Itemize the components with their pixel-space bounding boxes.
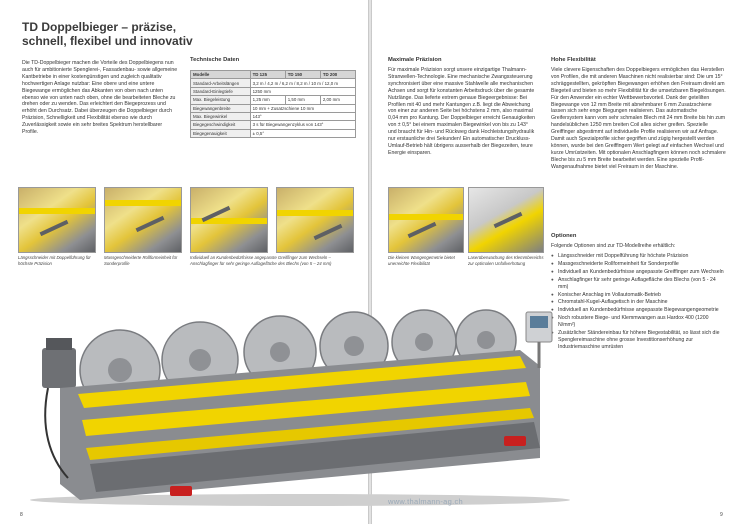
table-cell: Max. Biegeleistung <box>191 96 251 104</box>
precision-heading: Maximale Präzision <box>388 57 442 63</box>
list-item: ● Längsschneider mit Doppelführung für höchste Präzision <box>551 253 726 260</box>
caption-roll-former: Massgeschneiderte Rollformeinheit für Sonderprofile <box>104 255 178 266</box>
photo-slitter <box>18 187 96 253</box>
table-header-row <box>191 71 356 79</box>
list-item: ● Massgeschneiderte Rollformeinheit für Sonderprofile <box>551 261 726 268</box>
table-cell: 3,2 m / 4,2 m / 6,2 m / 8,2 m / 10 m / 12,0 m <box>250 79 355 87</box>
photo-laser-guard <box>468 187 544 253</box>
photo-gripper-fingers <box>190 187 268 253</box>
list-item: ● Individuell an Kundenbedürfnisse angepasste Greiffinger zum Wechseln <box>551 269 726 276</box>
website-url: www.thalmann-ag.ch <box>388 497 464 506</box>
photo-bending-beam <box>388 187 464 253</box>
options-intro: Folgende Optionen sind zur TD-Modellreihe erhältlich: <box>551 243 676 249</box>
intro-text: Die TD-Doppelbieger machen die Vorteile des Doppelbiegens nun auch für ambitionierte Spenglerei-, Fassadenbau- sowie allgemeine Kantbetriebe in einer kostengünstigen und zugleich qualitativ hochwertigen Anlage nutzbar: Eine obere und eine untere Biegewange ermöglichen das Abkanten von oben nach unten ebenso wie von unten nach oben, ohne die bearbeiteten Bleche zu drehen oder zu wenden. Das erleichtert den Biegeprozess und erhöht den Durchsatz. Dabei überzeugen die Doppelbieger durch Präzision, Schnelligkeit und Flexibilität ebenso wie durch Zuverlässigkeit sowie ein sehr breites Spektrum herstellbarer Profile. <box>22 60 178 136</box>
list-item: ● Anschlagfinger für sehr geringe Auflagefläche des Blechs (von 5 - 24 mm) <box>551 277 726 291</box>
page-number-right: 9 <box>720 512 723 518</box>
table-row <box>191 112 356 120</box>
list-item: ● Zusätzlicher Ständereinbau für höhere Biegestabilität, so lässt sich die Spenglereimaschine ohne grosse Investitionserhöhung zur Industriemaschine umrüsten <box>551 330 726 351</box>
table-cell: Biegegenauigkeit <box>191 129 251 137</box>
tech-data-table <box>190 70 356 138</box>
table-cell: 1,50 mm <box>285 96 320 104</box>
table-header: TD 150 <box>285 71 320 79</box>
list-item: ● Noch robustere Biege- und Klemmwangen aus Hardox 400 (1200 N/mm²) <box>551 315 726 329</box>
table-cell: Standard-Einlegtiefe <box>191 87 251 95</box>
table-header: TD 125 <box>250 71 285 79</box>
double-folder-machine-image <box>20 308 572 508</box>
table-cell: Biegegeschwindigkeit <box>191 121 251 129</box>
table-cell: Max. Biegewinkel <box>191 112 251 120</box>
table-cell: 10 mm + Zusatzschiene 10 mm <box>250 104 355 112</box>
table-row <box>191 87 356 95</box>
table-header: Modelle <box>191 71 251 79</box>
page-number-left: 8 <box>20 512 23 518</box>
photo-stop-fingers <box>276 187 354 253</box>
table-row <box>191 79 356 87</box>
caption-slitter: Längsschneider mit Doppelführung für höchste Präzision <box>18 255 91 266</box>
caption-gripper-fingers: Individuell an Kundenbedürfnisse angepasste Greiffinger zum Wechseln – Anschlagfinger für sehr geringe Auflagefläche des Blechs (von 5 – 24 mm) <box>190 255 332 266</box>
list-item: ● Chromstahl-Kugel-Auflagetisch in der Maschine <box>551 299 726 306</box>
table-cell: 143° <box>250 112 355 120</box>
table-row <box>191 121 356 129</box>
table-cell: Biegewangenbreite <box>191 104 251 112</box>
caption-bending-beam: Die kleinen Wangengemetrie bietet unerreichte Flexibilität <box>388 255 455 266</box>
options-heading: Optionen <box>551 233 577 239</box>
table-row <box>191 129 356 137</box>
page-title: TD Doppelbieger – präzise, schnell, flexibel und innovativ <box>22 20 193 48</box>
list-item: ● Konischer Anschlag im Vollautomatik-Betrieb <box>551 292 726 299</box>
photo-roll-former <box>104 187 182 253</box>
table-row <box>191 96 356 104</box>
table-cell: 1250 mm <box>250 87 355 95</box>
table-row <box>191 104 356 112</box>
flexibility-heading: Hohe Flexibilität <box>551 57 596 63</box>
table-cell: ± 0,5° <box>250 129 355 137</box>
precision-text: Für maximale Präzision sorgt unsere einzigartige Thalmann-Stranwellen-Technologie. Eine mechanische Zwangssteuerung synchronisiert über eine massive Stahlwelle alle mechanischen Achsen und sorgt für konstanten Arbeitsdruck über die gesamte Nutzlänge. Das lieferte extrem genaue Biegeergebnisse: Bei Profilen mit 40 und mehr Kantungen z.B. liegt die Abweichung von einer zur anderen Seite bei höchstens 2 mm, also maximal 0,04 mm pro Kantung. Der Doppelbieger erreicht Genauigkeiten von ± 0,5° bei einem maximalen Biegewinkel von bis zu 143° und braucht für Hin- und Rückweg dank Hochleistungshydraulik nur erstaunliche drei Sekunden! Ein automatischer Druckluss-Umlauf-Betrieb hält übrigens ausserhalb der Biegezeiten, teure Energie einsparen. <box>388 67 536 156</box>
table-cell: 2,00 mm <box>320 96 355 104</box>
options-list <box>551 253 726 352</box>
table-cell: 3 s für Biegewangenzyklus von 143° <box>250 121 355 129</box>
caption-laser-guard: Laserüberwachung des Klemmbereichs zur optimalen Unfallverhütung <box>468 255 544 266</box>
list-item: ● Individuell an Kundenbedürfnisse angepasste Biegewangengeometrie <box>551 307 726 314</box>
table-header: TD 200 <box>320 71 355 79</box>
table-cell: Standard-Arbeitslängen <box>191 79 251 87</box>
tech-data-heading: Technische Daten <box>190 57 240 63</box>
table-cell: 1,25 mm <box>250 96 285 104</box>
flexibility-text: Viele clevere Eigenschaften des Doppelbiegers ermöglichen das Herstellen von Profilen, die mit anderen Maschinen nicht realisierbar sind: Die um 15° schräggestellten, gekröpften Biegewangen erhöhen den Freiraum direkt am Biegeteil und bieten so mehr Flexibilität für die umsetzbaren Biegelösungen. Für den Anwender ein echter Wettbewerbsvorteil. Dank der getelilten Biegewange von 12 mm Breite mit abnehmbarer 6 mm Zusatzschiene lassen sich sehr enge Biegungen realisieren. Das automatische Greifersystem kann vom sehr schmalen Blech mit 24 mm Breite bis hin zum handelsüblichen 1250 mm breiten Coil alles sicher greifen. Spezielle Greiffinger abgestimmt auf individuelle Profile realisieren wir auf Anfrage. Damit auch Spezialprofile sicher gegriffen und zügig hergestellt werden können, wurde bei den Greiffingern Wert gelegt auf einfachen Wechsel und kurze Umrüstzeiten. Mit optionalen Anschlagfingern können noch schmalere Bleche bis zu 5 mm Breite bearbeitet werden. Eine spezielle Profil-Wangenaufnahme bietet viel Freiraum in der Maschine. <box>551 67 726 170</box>
